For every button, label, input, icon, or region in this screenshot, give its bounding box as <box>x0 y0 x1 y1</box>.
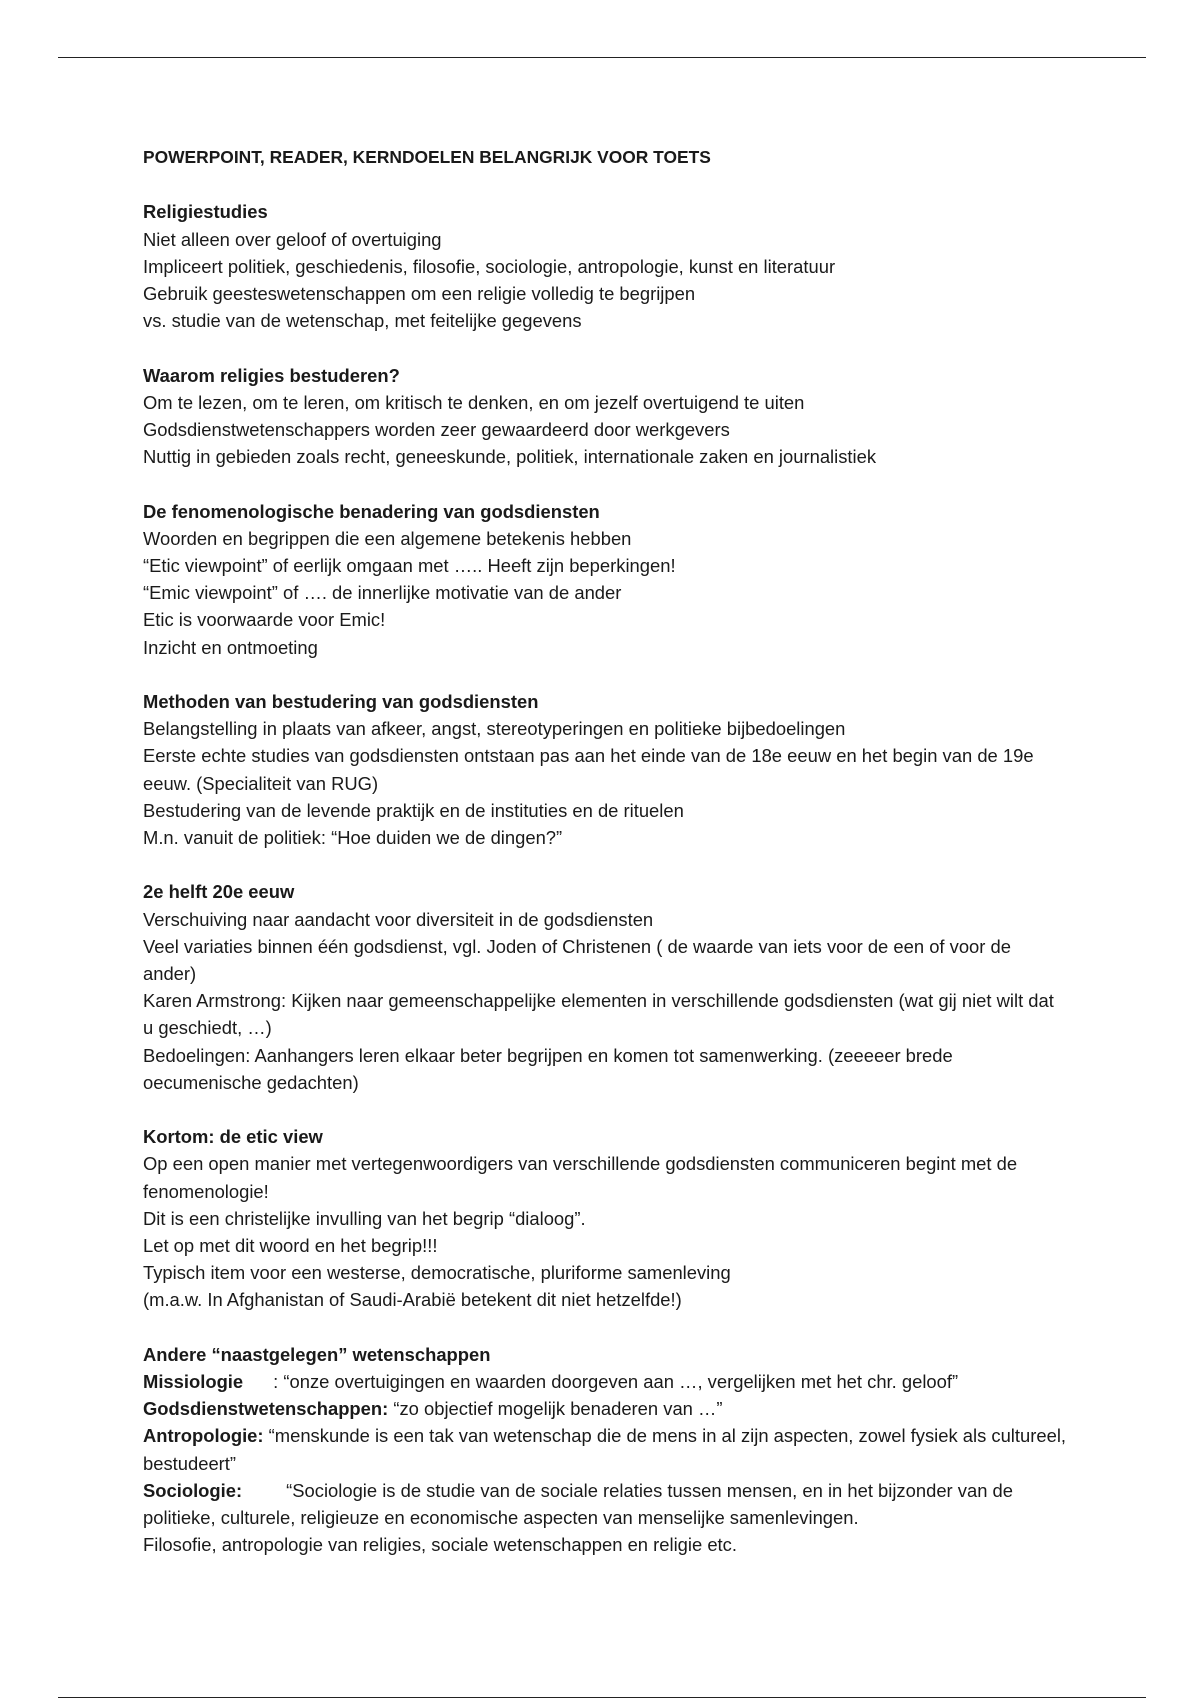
definition-missiologie <box>143 1368 1068 1395</box>
section-religiestudies <box>143 198 1068 334</box>
paragraph-line: Filosofie, antropologie van religies, sociale wetenschappen en religie etc. <box>143 1534 737 1556</box>
section-heading: Methoden van bestudering van godsdiensten <box>143 691 539 712</box>
paragraph-line: Etic is voorwaarde voor Emic! <box>143 609 386 631</box>
paragraph-line: Niet alleen over geloof of overtuiging <box>143 228 442 250</box>
bottom-rule <box>58 1697 1146 1698</box>
definition-term: Antropologie: <box>143 1425 264 1447</box>
paragraph-line: Op een open manier met vertegenwoordigers van verschillende godsdiensten communiceren begint met de fenomenologie! <box>143 1153 1018 1202</box>
section-tweede-helft-20e-eeuw <box>143 878 1068 1096</box>
paragraph-line: Gebruik geesteswetenschappen om een religie volledig te begrijpen <box>143 283 696 304</box>
paragraph-line: Veel variaties binnen één godsdienst, vgl. Joden of Christenen ( de waarde van iets voor de een of voor de ander) <box>143 935 1011 985</box>
paragraph-line: Bedoelingen: Aanhangers leren elkaar beter begrijpen en komen tot samenwerking. (zeeeeer brede oecumenische gedachten) <box>143 1044 953 1093</box>
definition-godsdienstwetenschappen <box>143 1395 1068 1422</box>
paragraph-line: “Etic viewpoint” of eerlijk omgaan met ….. Heeft zijn beperkingen! <box>143 555 676 576</box>
document-title: POWERPOINT, READER, KERNDOELEN BELANGRIJK VOOR TOETS <box>143 147 711 167</box>
paragraph-line: Eerste echte studies van godsdiensten ontstaan pas aan het einde van de 18e eeuw en het begin van de 19e eeuw. (Specialiteit van RUG) <box>143 745 1034 794</box>
paragraph-line: Verschuiving naar aandacht voor diversiteit in de godsdiensten <box>143 908 654 930</box>
section-kortom-etic-view <box>143 1123 1068 1313</box>
paragraph-line: vs. studie van de wetenschap, met feitelijke gegevens <box>143 310 582 332</box>
section-heading: 2e helft 20e eeuw <box>143 881 295 903</box>
section-methoden <box>143 688 1068 851</box>
paragraph-line: Impliceert politiek, geschiedenis, filosofie, sociologie, antropologie, kunst en literatuur <box>143 255 836 277</box>
definition-text: “menskunde is een tak van wetenschap die de mens in al zijn aspecten, zowel fysiek als cultureel, bestudeert” <box>143 1425 1067 1474</box>
paragraph-line: Om te lezen, om te leren, om kritisch te denken, en om jezelf overtuigend te uiten <box>143 391 805 413</box>
section-fenomenologische-benadering <box>143 498 1068 661</box>
paragraph-line: Inzicht en ontmoeting <box>143 636 318 658</box>
section-heading: Waarom religies bestuderen? <box>143 364 400 386</box>
paragraph-line: Bestudering van de levende praktijk en de instituties en de rituelen <box>143 799 684 821</box>
section-heading: Religiestudies <box>143 201 268 223</box>
document-body <box>143 144 1068 1558</box>
paragraph-line: Karen Armstrong: Kijken naar gemeenschappelijke elementen in verschillende godsdiensten (wat gij niet wilt dat u geschiedt, …) <box>143 990 1054 1039</box>
definition-term: Sociologie: <box>143 1479 243 1501</box>
paragraph-line: M.n. vanuit de politiek: “Hoe duiden we de dingen?” <box>143 827 563 849</box>
section-waarom-religies <box>143 362 1068 471</box>
definition-term: Godsdienstwetenschappen: <box>143 1398 389 1420</box>
section-heading: De fenomenologische benadering van godsdiensten <box>143 500 600 522</box>
section-heading: Andere “naastgelegen” wetenschappen <box>143 1343 491 1365</box>
paragraph-line: “Emic viewpoint” of …. de innerlijke motivatie van de ander <box>143 582 622 604</box>
section-heading: Kortom: de etic view <box>143 1126 323 1148</box>
paragraph-line: Woorden en begrippen die een algemene betekenis hebben <box>143 527 632 549</box>
definition-sociologie <box>143 1477 1068 1531</box>
paragraph-line: Godsdienstwetenschappers worden zeer gewaardeerd door werkgevers <box>143 419 730 440</box>
definition-text: “Sociologie is de studie van de sociale relaties tussen mensen, en in het bijzonder van de politieke, culturele, religieuze en economische aspecten van menselijke samenlevingen. <box>143 1479 1013 1529</box>
paragraph-line: Nuttig in gebieden zoals recht, geneeskunde, politiek, internationale zaken en journalistiek <box>143 446 877 468</box>
paragraph-line: Typisch item voor een westerse, democratische, pluriforme samenleving <box>143 1262 731 1284</box>
paragraph-line: (m.a.w. In Afghanistan of Saudi-Arabië betekent dit niet hetzelfde!) <box>143 1289 682 1311</box>
definition-text: “zo objectief mogelijk benaderen van …” <box>388 1398 723 1420</box>
top-rule <box>58 57 1146 58</box>
definition-text: : “onze overtuigingen en waarden doorgeven aan …, vergelijken met het chr. geloof” <box>273 1371 959 1393</box>
definition-term: Missiologie <box>143 1371 244 1393</box>
definition-antropologie <box>143 1422 1068 1476</box>
paragraph-line: Let op met dit woord en het begrip!!! <box>143 1235 438 1257</box>
paragraph-line: Belangstelling in plaats van afkeer, angst, stereotyperingen en politieke bijbedoelingen <box>143 718 846 740</box>
section-andere-wetenschappen <box>143 1341 1068 1559</box>
paragraph-line: Dit is een christelijke invulling van het begrip “dialoog”. <box>143 1207 586 1229</box>
